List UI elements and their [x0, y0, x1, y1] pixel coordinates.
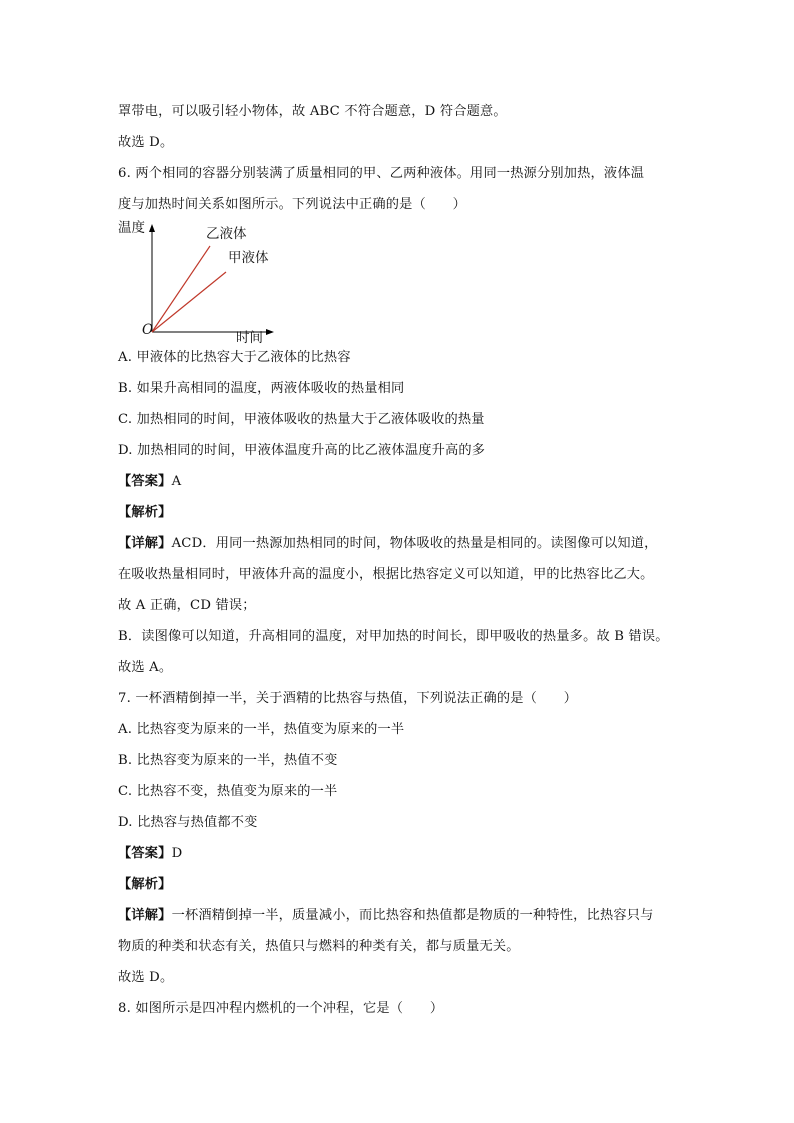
temperature-time-graph	[118, 220, 688, 346]
option-d: D. 加热相同的时间，甲液体温度升高的比乙液体温度升高的多	[118, 443, 486, 458]
analysis-tag: 【解析】	[118, 877, 172, 892]
answer-line	[118, 466, 688, 497]
detail-tag: 【详解】	[118, 536, 172, 551]
detail-line: B．读图像可以知道，升高相同的温度，对甲加热的时间长，即甲吸收的热量多。故 B 错误。	[118, 629, 669, 644]
detail-line: 故 A 正确，CD 错误；	[118, 598, 256, 613]
graph-svg	[118, 220, 278, 338]
question-6-stem: 6. 两个相同的容器分别装满了质量相同的甲、乙两种液体。用同一热源分别加热，液体温	[118, 166, 645, 181]
detail-line: 故选 D。	[118, 970, 174, 985]
option-b: B. 如果升高相同的温度，两液体吸收的热量相同	[118, 381, 405, 396]
text-line: 故选 D。	[118, 135, 174, 150]
y-axis-arrow	[149, 224, 155, 232]
detail-text: ACD．用同一热源加热相同的时间，物体吸收的热量是相同的。读图像可以知道，	[171, 536, 658, 551]
option-c: C. 比热容不变，热值变为原来的一半	[118, 784, 338, 799]
yi-liquid-label: 乙液体	[206, 226, 247, 242]
option-d: D. 比热容与热值都不变	[118, 815, 258, 830]
option-b: B. 比热容变为原来的一半，热值不变	[118, 753, 338, 768]
detail-line: 故选 A。	[118, 660, 173, 675]
jia-liquid-line	[152, 272, 226, 332]
y-axis-label: 温度	[118, 220, 145, 236]
question-7-stem: 7. 一杯酒精倒掉一半，关于酒精的比热容与热值，下列说法正确的是（ ）	[118, 691, 578, 706]
answer-line	[118, 838, 688, 869]
detail-line	[118, 528, 688, 559]
yi-liquid-line	[152, 246, 210, 332]
detail-line: 物质的种类和状态有关，热值只与燃料的种类有关，都与质量无关。	[118, 939, 520, 954]
option-c: C. 加热相同的时间，甲液体吸收的热量大于乙液体吸收的热量	[118, 412, 485, 427]
analysis-line	[118, 497, 688, 528]
origin-label: O	[142, 322, 154, 338]
detail-tag: 【详解】	[118, 908, 172, 923]
text-line: 罩带电，可以吸引轻小物体，故 ABC 不符合题意，D 符合题意。	[118, 104, 507, 119]
answer-tag: 【答案】	[118, 846, 172, 861]
detail-line: 在吸收热量相同时，甲液体升高的温度小，根据比热容定义可以知道，甲的比热容比乙大。	[118, 567, 654, 582]
answer-value: D	[171, 846, 183, 861]
answer-tag: 【答案】	[118, 474, 172, 489]
option-a: A. 比热容变为原来的一半，热值变为原来的一半	[118, 722, 405, 737]
document-page	[118, 96, 688, 1024]
x-axis-arrow	[266, 329, 274, 335]
detail-text: 一杯酒精倒掉一半，质量减小，而比热容和热值都是物质的一种特性，比热容只与	[171, 908, 654, 923]
option-a: A. 甲液体的比热容大于乙液体的比热容	[118, 350, 351, 365]
detail-line	[118, 900, 688, 931]
analysis-tag: 【解析】	[118, 505, 172, 520]
question-8-stem: 8. 如图所示是四冲程内燃机的一个冲程，它是（ ）	[118, 1001, 444, 1016]
question-6-stem: 度与加热时间关系如图所示。下列说法中正确的是（ ）	[118, 197, 467, 212]
x-axis-label: 时间	[236, 330, 263, 346]
jia-liquid-label: 甲液体	[228, 250, 269, 266]
analysis-line	[118, 869, 688, 900]
answer-value: A	[171, 474, 182, 489]
